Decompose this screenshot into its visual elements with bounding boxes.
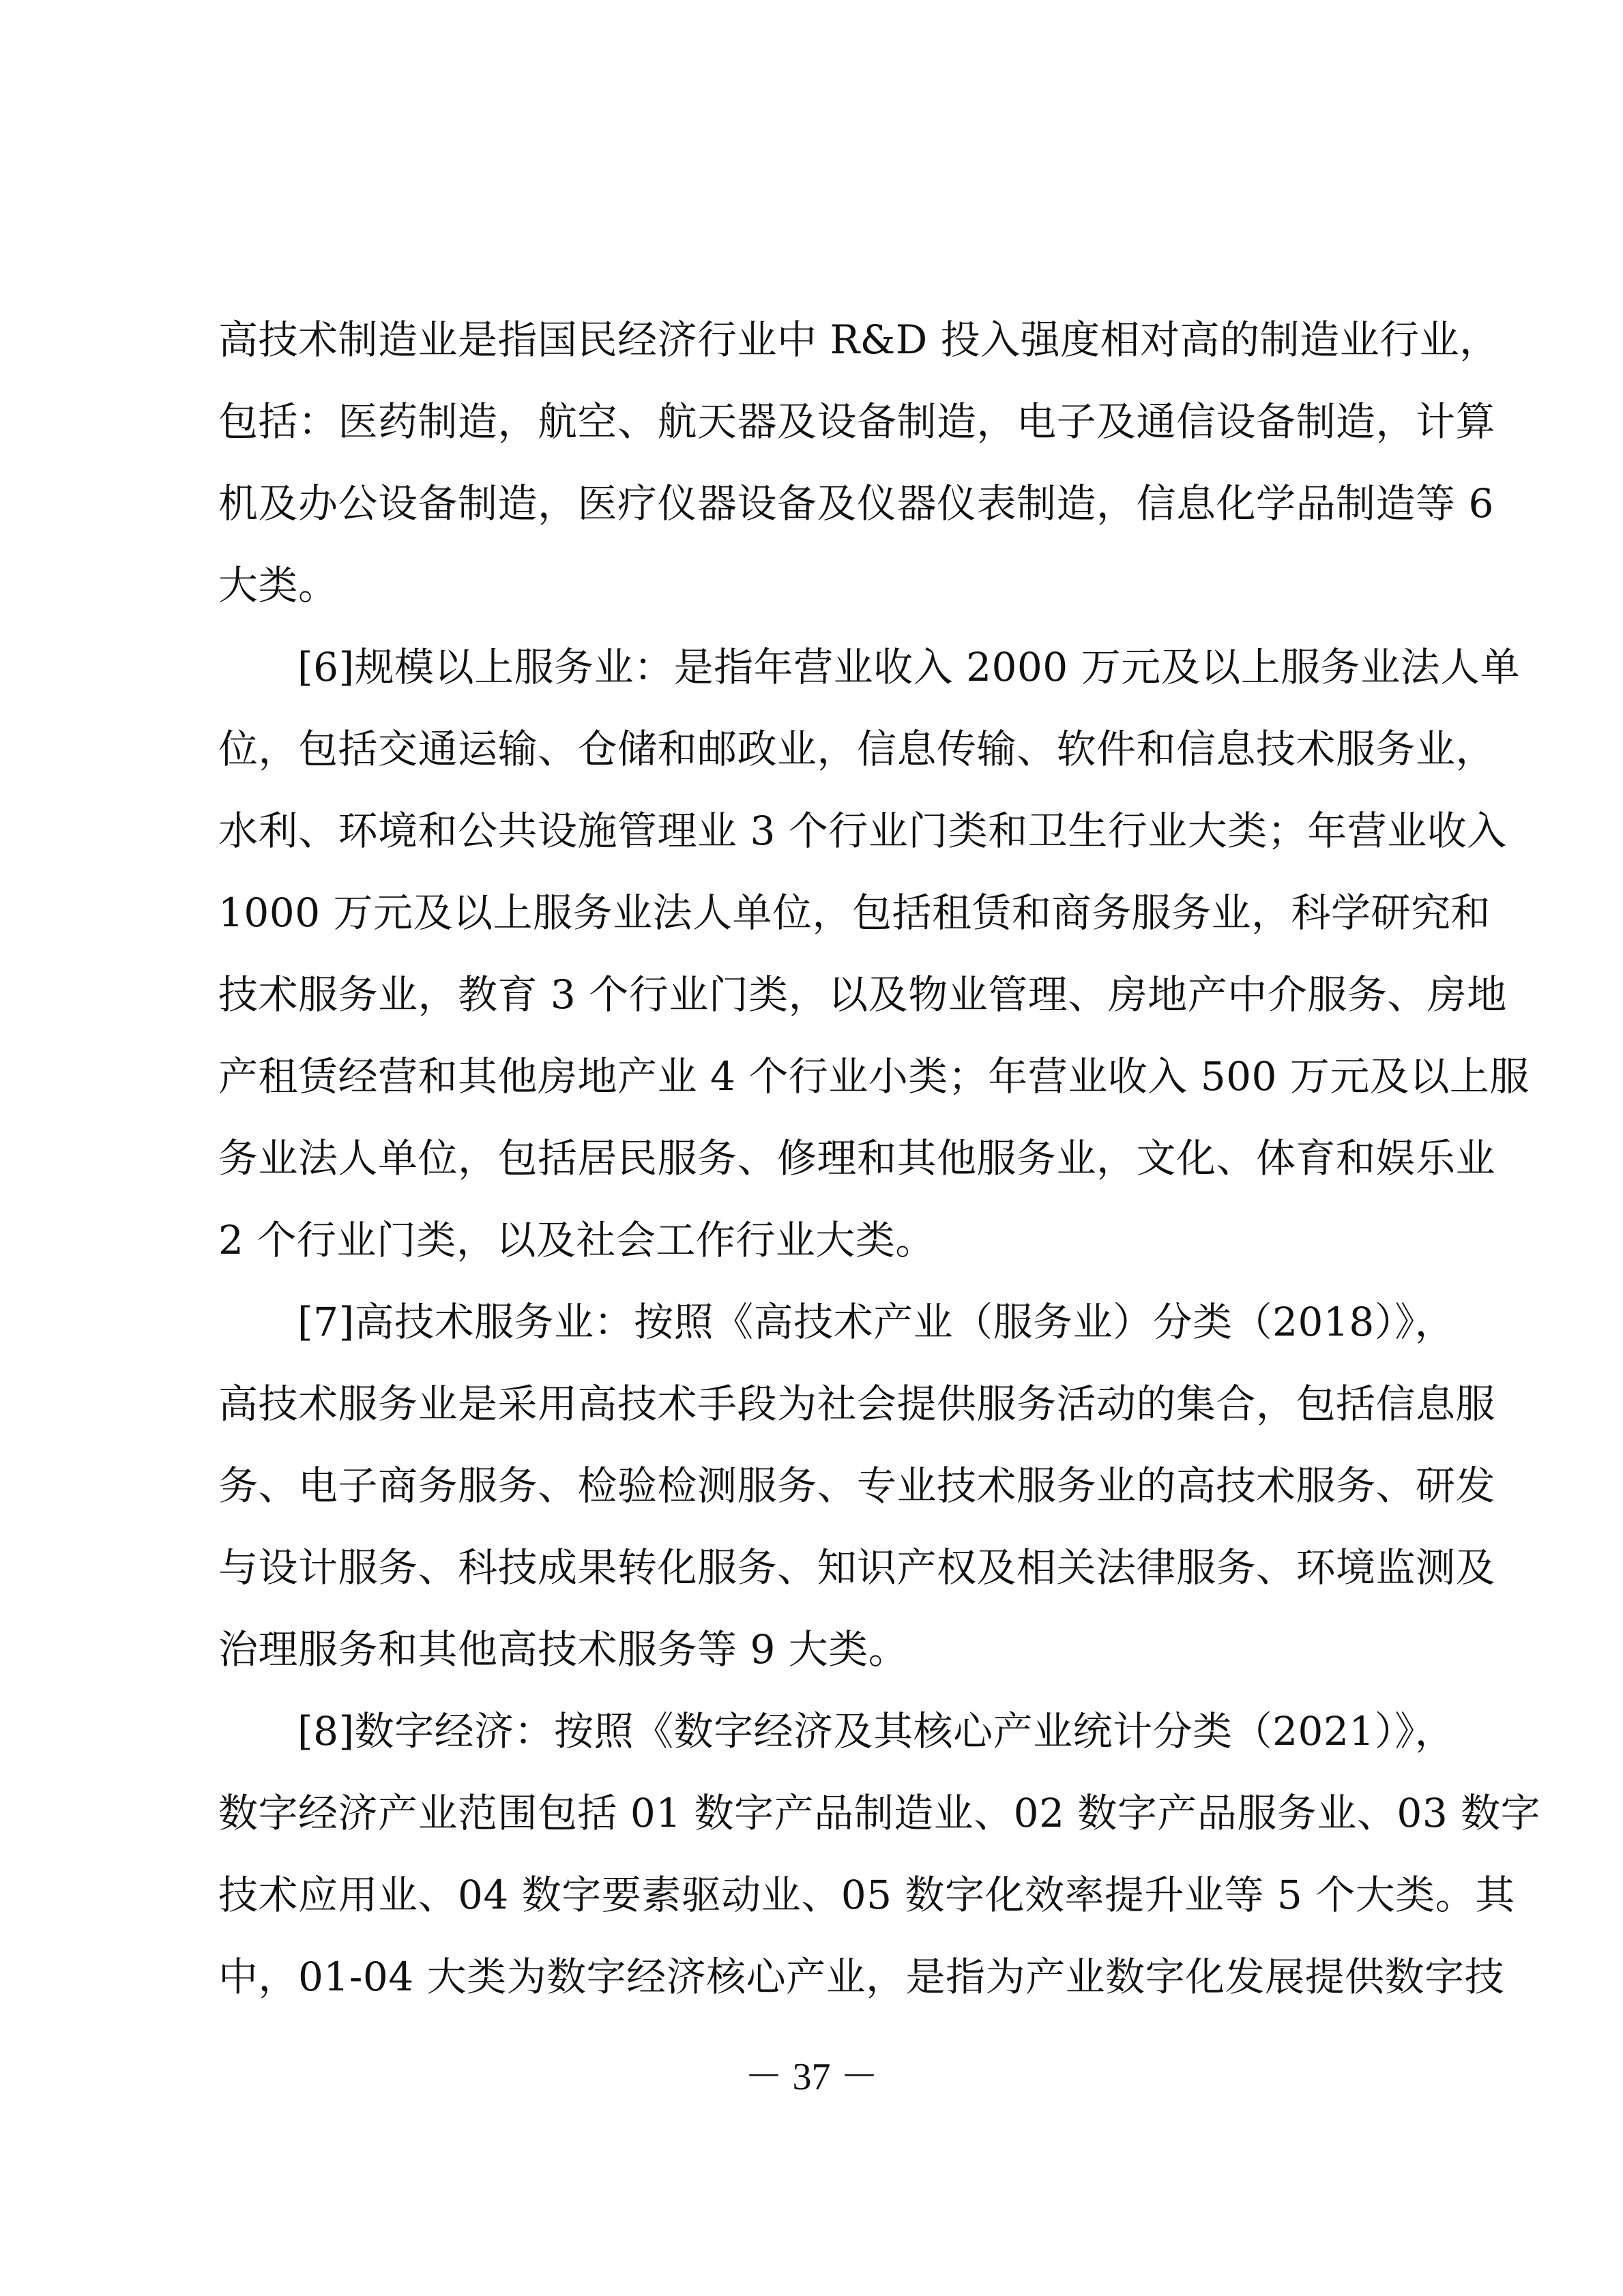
paragraph-line: 水利、环境和公共设施管理业 3 个行业门类和卫生行业大类；年营业收入 [218, 808, 1507, 854]
paragraph-line: 务业法人单位，包括居民服务、修理和其他服务业，文化、体育和娱乐业 [218, 1135, 1496, 1181]
paragraph-line: 大类。 [218, 562, 338, 608]
paragraph-line: 技术应用业、04 数字要素驱动业、05 数字化效率提升业等 5 个大类。其 [218, 1872, 1515, 1918]
page-number: － 37 － [744, 2056, 879, 2098]
paragraph-line: 务、电子商务服务、检验检测服务、专业技术服务业的高技术服务、研发 [218, 1462, 1496, 1509]
paragraph-line: 机及办公设备制造，医疗仪器设备及仪器仪表制造，信息化学品制造等 6 [218, 480, 1494, 527]
paragraph-line: 产租赁经营和其他房地产业 4 个行业小类；年营业收入 500 万元及以上服 [218, 1053, 1530, 1100]
paragraph-line: 中，01-04 大类为数字经济核心产业，是指为产业数字化发展提供数字技 [218, 1954, 1505, 2000]
paragraph-line: 技术服务业，教育 3 个行业门类，以及物业管理、房地产中介服务、房地 [218, 971, 1507, 1018]
paragraph-line: 1000 万元及以上服务业法人单位，包括租赁和商务服务业，科学研究和 [218, 889, 1491, 936]
paragraph-line: 治理服务和其他高技术服务等 9 大类。 [218, 1626, 909, 1673]
paragraph-line: [7]高技术服务业：按照《高技术产业（服务业）分类（2018）》， [297, 1299, 1455, 1345]
paragraph-line: 高技术制造业是指国民经济行业中 R&D 投入强度相对高的制造业行业， [218, 317, 1500, 363]
paragraph-line: 数字经济产业范围包括 01 数字产品制造业、02 数字产品服务业、03 数字 [218, 1790, 1541, 1836]
paragraph-line: 包括：医药制造，航空、航天器及设备制造，电子及通信设备制造，计算 [218, 398, 1496, 445]
paragraph-line: 高技术服务业是采用高技术手段为社会提供服务活动的集合，包括信息服 [218, 1381, 1496, 1427]
paragraph-line: [8]数字经济：按照《数字经济及其核心产业统计分类（2021）》， [297, 1708, 1455, 1754]
paragraph-line: [6]规模以上服务业：是指年营业收入 2000 万元及以上服务业法人单 [297, 644, 1521, 690]
document-body [218, 299, 1541, 2018]
paragraph-line: 位，包括交通运输、仓储和邮政业，信息传输、软件和信息技术服务业， [218, 726, 1496, 772]
paragraph-line: 与设计服务、科技成果转化服务、知识产权及相关法律服务、环境监测及 [218, 1544, 1496, 1591]
paragraph-line: 2 个行业门类，以及社会工作行业大类。 [218, 1217, 935, 1263]
